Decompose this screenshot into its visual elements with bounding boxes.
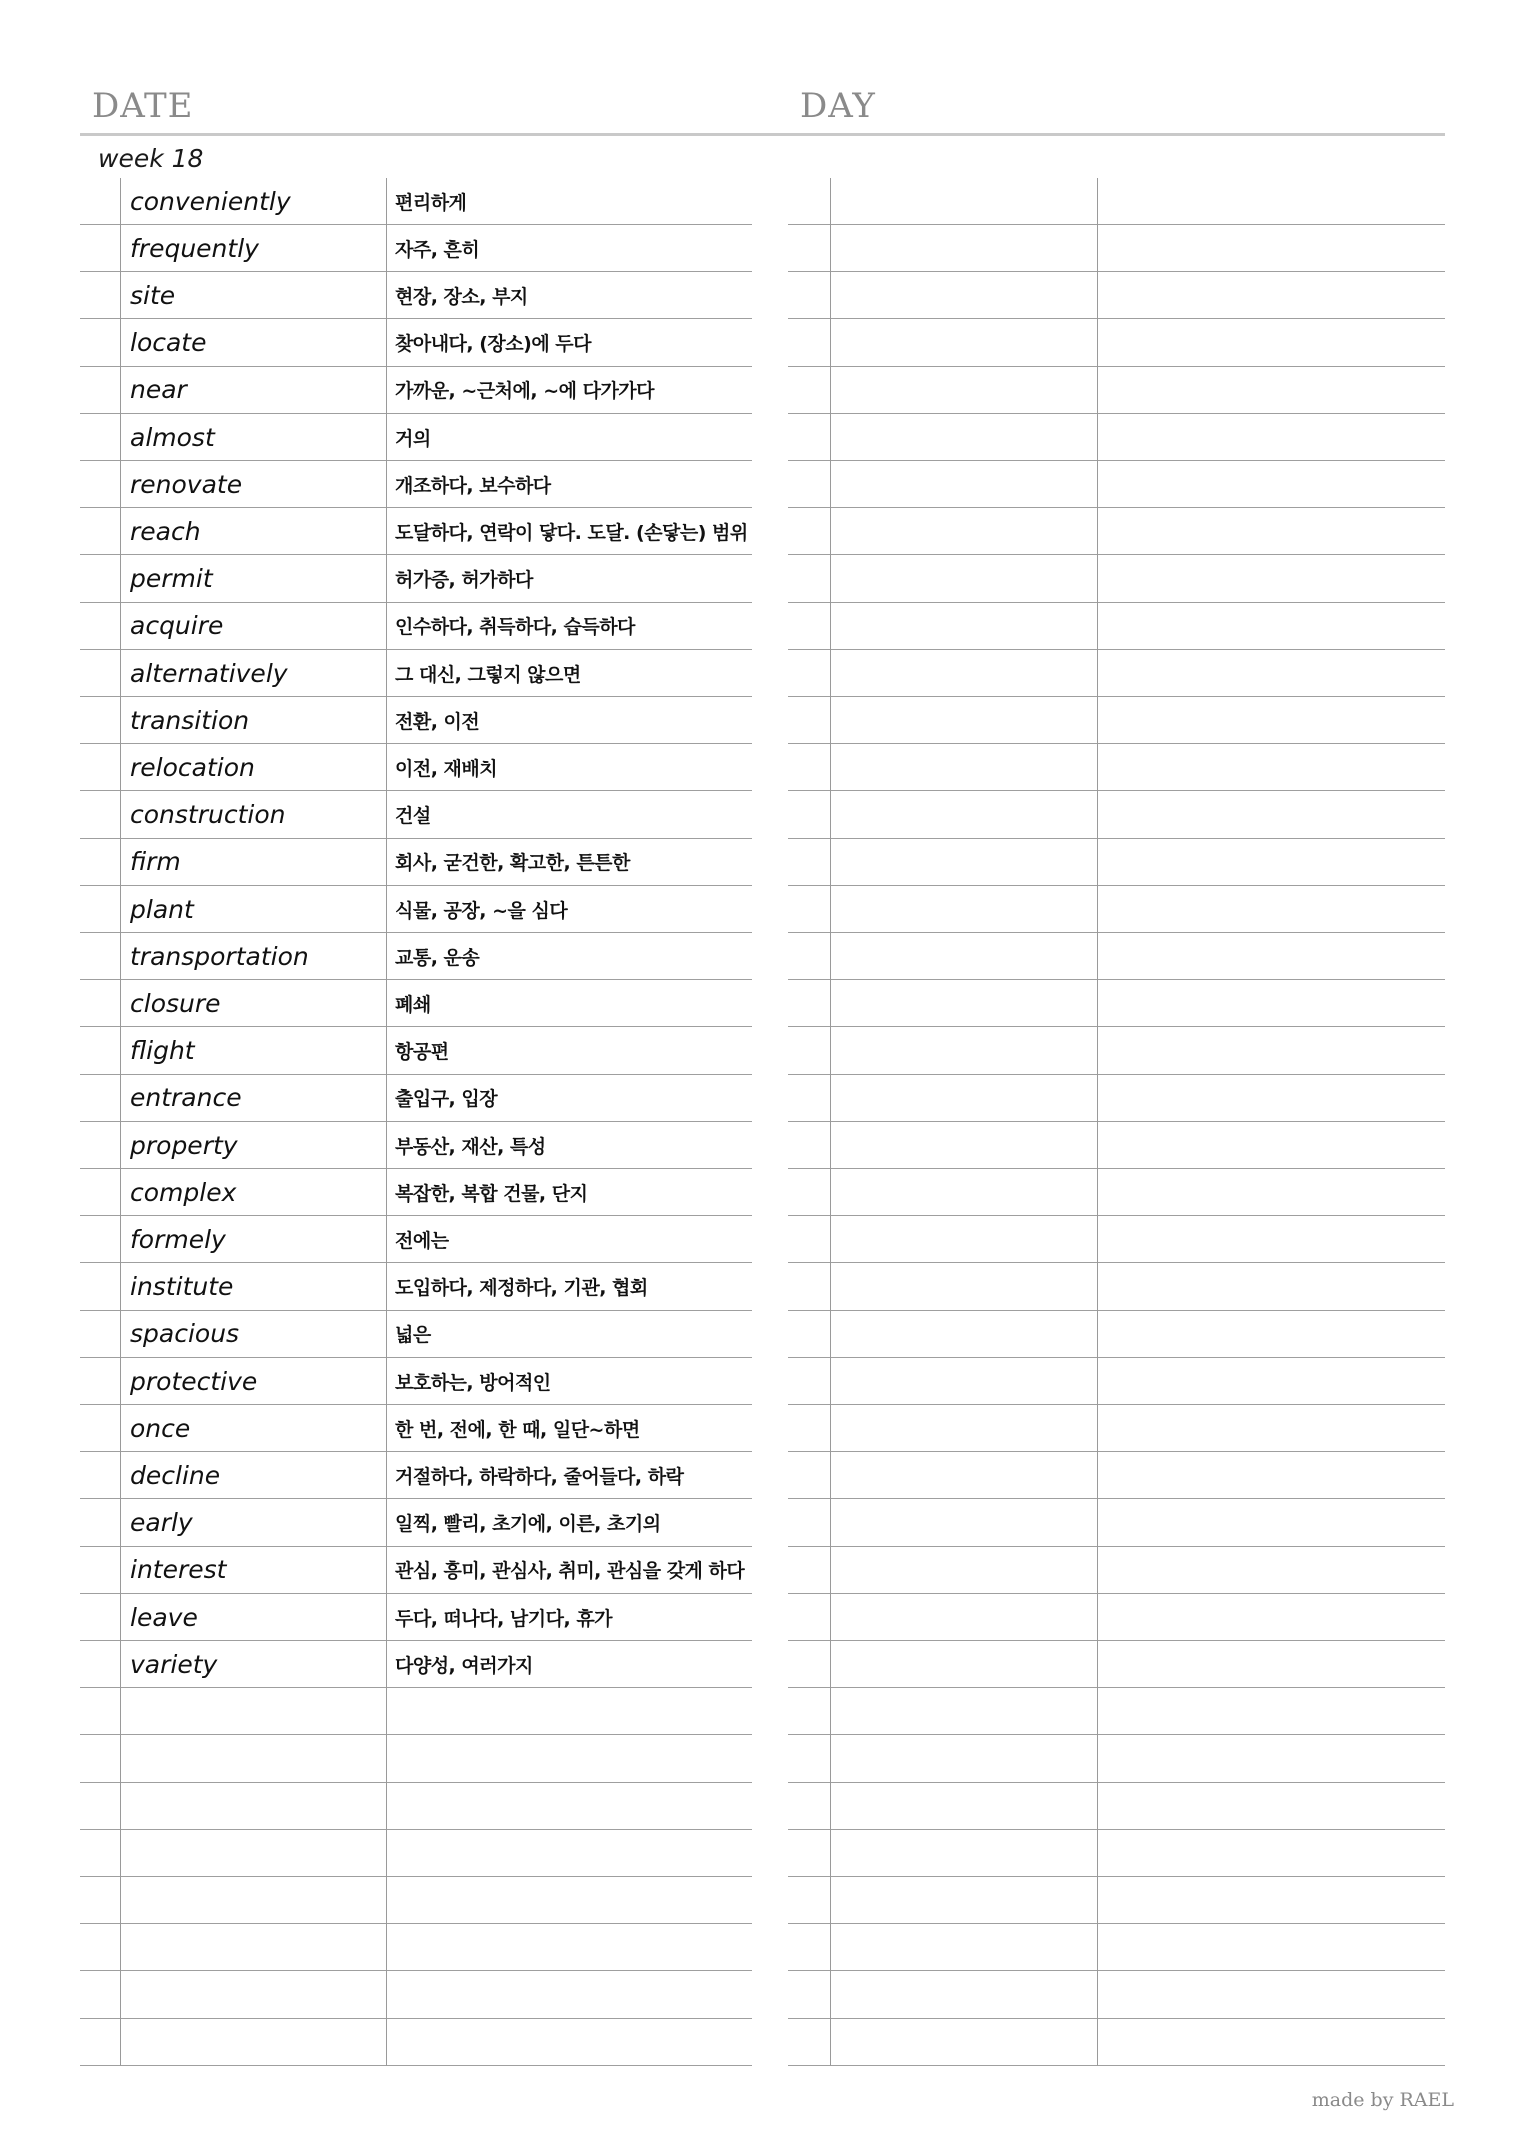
vocab-word: interest — [130, 1555, 227, 1585]
blank-row — [788, 461, 1445, 508]
vocab-word: reach — [130, 516, 201, 546]
vocab-row — [80, 980, 752, 1027]
vocab-meaning: 찾아내다, (장소)에 두다 — [395, 333, 592, 356]
vocab-row — [80, 508, 752, 555]
vocab-word: decline — [130, 1460, 221, 1490]
vocab-word: near — [130, 375, 187, 405]
blank-row — [788, 603, 1445, 650]
vocab-meaning: 인수하다, 취득하다, 습득하다 — [395, 616, 635, 639]
vocab-word: construction — [130, 800, 286, 830]
vocab-row — [80, 1264, 752, 1311]
vocab-meaning: 관심, 흥미, 관심사, 취미, 관심을 갖게 하다 — [395, 1560, 745, 1583]
vocab-meaning: 개조하다, 보수하다 — [395, 474, 551, 497]
vocab-row — [80, 886, 752, 933]
vocab-meaning: 넓은 — [395, 1324, 431, 1347]
vocab-row — [80, 1311, 752, 1358]
vocab-meaning: 교통, 운송 — [395, 946, 480, 969]
blank-row — [788, 178, 1445, 225]
left-margin-line — [120, 178, 121, 2066]
vocab-word: plant — [130, 894, 194, 924]
blank-row — [788, 1216, 1445, 1263]
blank-row — [788, 1688, 1445, 1735]
blank-row — [788, 414, 1445, 461]
blank-row — [788, 650, 1445, 697]
blank-row — [788, 1405, 1445, 1452]
vocab-meaning: 출입구, 입장 — [395, 1088, 498, 1111]
vocab-meaning: 두다, 떠나다, 남기다, 휴가 — [395, 1607, 613, 1630]
vocab-row — [80, 697, 752, 744]
vocab-word: frequently — [130, 233, 259, 263]
vocab-word: almost — [130, 422, 215, 452]
header-divider — [80, 133, 1445, 136]
vocab-meaning: 거의 — [395, 427, 431, 450]
blank-row — [788, 1547, 1445, 1594]
vocab-word: transition — [130, 705, 250, 735]
blank-row — [788, 1169, 1445, 1216]
blank-row — [788, 933, 1445, 980]
vocab-row — [80, 367, 752, 414]
blank-row — [788, 1972, 1445, 2019]
vocab-meaning: 회사, 굳건한, 확고한, 튼튼한 — [395, 852, 630, 875]
vocab-row — [80, 556, 752, 603]
week-label: week 18 — [98, 144, 204, 173]
vocab-word: site — [130, 280, 176, 310]
vocab-word: permit — [130, 564, 213, 594]
vocab-row — [80, 1028, 752, 1075]
blank-row — [788, 225, 1445, 272]
blank-row — [788, 1877, 1445, 1924]
blank-row — [788, 792, 1445, 839]
blank-row — [788, 744, 1445, 791]
vocab-row — [80, 1216, 752, 1263]
left-column-divider — [386, 178, 387, 2066]
vocab-meaning: 가까운, ~근처에, ~에 다가가다 — [395, 380, 655, 403]
vocab-word: protective — [130, 1366, 258, 1396]
blank-row — [788, 980, 1445, 1027]
vocab-meaning: 그 대신, 그렇지 않으면 — [395, 663, 581, 686]
vocab-word: once — [130, 1413, 191, 1443]
vocab-meaning: 폐쇄 — [395, 993, 431, 1016]
blank-row — [788, 508, 1445, 555]
vocab-meaning: 현장, 장소, 부지 — [395, 285, 528, 308]
vocab-row — [80, 1547, 752, 1594]
vocab-word: renovate — [130, 469, 243, 499]
blank-row — [788, 1830, 1445, 1877]
vocab-word: transportation — [130, 941, 309, 971]
vocab-word: institute — [130, 1272, 234, 1302]
vocab-word: flight — [130, 1036, 195, 1066]
right-column-divider — [1097, 178, 1098, 2066]
vocab-word: alternatively — [130, 658, 288, 688]
blank-row — [80, 1972, 752, 2019]
blank-row — [80, 1924, 752, 1971]
blank-row — [788, 697, 1445, 744]
vocab-row — [80, 461, 752, 508]
vocab-word: entrance — [130, 1083, 242, 1113]
vocab-meaning: 보호하는, 방어적인 — [395, 1371, 551, 1394]
vocab-meaning: 복잡한, 복합 건물, 단지 — [395, 1182, 588, 1205]
vocab-word: formely — [130, 1224, 226, 1254]
vocab-meaning: 자주, 흔히 — [395, 238, 480, 261]
vocab-row — [80, 933, 752, 980]
vocab-row — [80, 414, 752, 461]
blank-row — [80, 1877, 752, 1924]
vocab-row — [80, 603, 752, 650]
vocab-meaning: 부동산, 재산, 특성 — [395, 1135, 546, 1158]
blank-row — [788, 839, 1445, 886]
vocab-row — [80, 225, 752, 272]
vocab-meaning: 전에는 — [395, 1229, 449, 1252]
blank-row — [788, 1500, 1445, 1547]
vocab-word: early — [130, 1508, 193, 1538]
vocab-word: acquire — [130, 611, 224, 641]
vocab-row — [80, 1500, 752, 1547]
blank-row — [788, 367, 1445, 414]
vocab-row — [80, 1405, 752, 1452]
blank-row — [788, 1594, 1445, 1641]
vocab-row — [80, 1075, 752, 1122]
vocab-meaning: 편리하게 — [395, 191, 467, 214]
vocab-row — [80, 792, 752, 839]
vocab-word: property — [130, 1130, 238, 1160]
vocab-word: complex — [130, 1177, 237, 1207]
blank-row — [788, 1264, 1445, 1311]
vocab-row — [80, 1122, 752, 1169]
blank-row — [788, 272, 1445, 319]
blank-row — [788, 886, 1445, 933]
vocab-row — [80, 744, 752, 791]
vocab-word: locate — [130, 328, 207, 358]
vocab-meaning: 일찍, 빨리, 초기에, 이른, 초기의 — [395, 1513, 661, 1536]
vocab-meaning: 건설 — [395, 805, 431, 828]
vocab-word: spacious — [130, 1319, 240, 1349]
blank-row — [788, 1311, 1445, 1358]
blank-row — [80, 1830, 752, 1877]
vocab-meaning: 항공편 — [395, 1041, 449, 1064]
vocab-meaning: 식물, 공장, ~을 심다 — [395, 899, 568, 922]
blank-row — [788, 1452, 1445, 1499]
vocab-row — [80, 1358, 752, 1405]
vocab-word: conveniently — [130, 186, 291, 216]
blank-row — [788, 1028, 1445, 1075]
footer-credit: made by RAEL — [1311, 2089, 1454, 2111]
blank-row — [80, 2019, 752, 2066]
blank-row — [788, 1783, 1445, 1830]
vocab-word: firm — [130, 847, 181, 877]
vocab-row — [80, 178, 752, 225]
vocab-row — [80, 650, 752, 697]
blank-row — [80, 1688, 752, 1735]
blank-row — [788, 1736, 1445, 1783]
vocab-row — [80, 272, 752, 319]
vocab-meaning: 도달하다, 연락이 닿다. 도달. (손닿는) 범위 — [395, 521, 748, 544]
blank-row — [788, 556, 1445, 603]
vocab-row — [80, 320, 752, 367]
blank-row — [80, 1783, 752, 1830]
vocab-word: closure — [130, 988, 221, 1018]
vocab-row — [80, 1641, 752, 1688]
vocab-word: leave — [130, 1602, 198, 1632]
vocab-word: variety — [130, 1649, 218, 1679]
blank-row — [788, 1358, 1445, 1405]
vocab-row — [80, 839, 752, 886]
blank-row — [788, 1122, 1445, 1169]
vocab-row — [80, 1594, 752, 1641]
vocab-meaning: 도입하다, 제정하다, 기관, 협회 — [395, 1277, 648, 1300]
vocab-meaning: 거절하다, 하락하다, 줄어들다, 하락 — [395, 1465, 684, 1488]
vocab-row — [80, 1169, 752, 1216]
vocab-meaning: 전환, 이전 — [395, 710, 480, 733]
blank-row — [788, 1641, 1445, 1688]
vocab-row — [80, 1452, 752, 1499]
blank-row — [788, 320, 1445, 367]
vocab-word: relocation — [130, 752, 255, 782]
blank-row — [80, 1736, 752, 1783]
right-margin-line — [830, 178, 831, 2066]
vocab-meaning: 이전, 재배치 — [395, 757, 498, 780]
day-label: DAY — [800, 86, 876, 126]
vocab-meaning: 한 번, 전에, 한 때, 일단~하면 — [395, 1418, 640, 1441]
blank-row — [788, 2019, 1445, 2066]
vocab-meaning: 허가증, 허가하다 — [395, 569, 533, 592]
vocab-meaning: 다양성, 여러가지 — [395, 1654, 533, 1677]
blank-row — [788, 1924, 1445, 1971]
blank-row — [788, 1075, 1445, 1122]
date-label: DATE — [92, 86, 194, 126]
